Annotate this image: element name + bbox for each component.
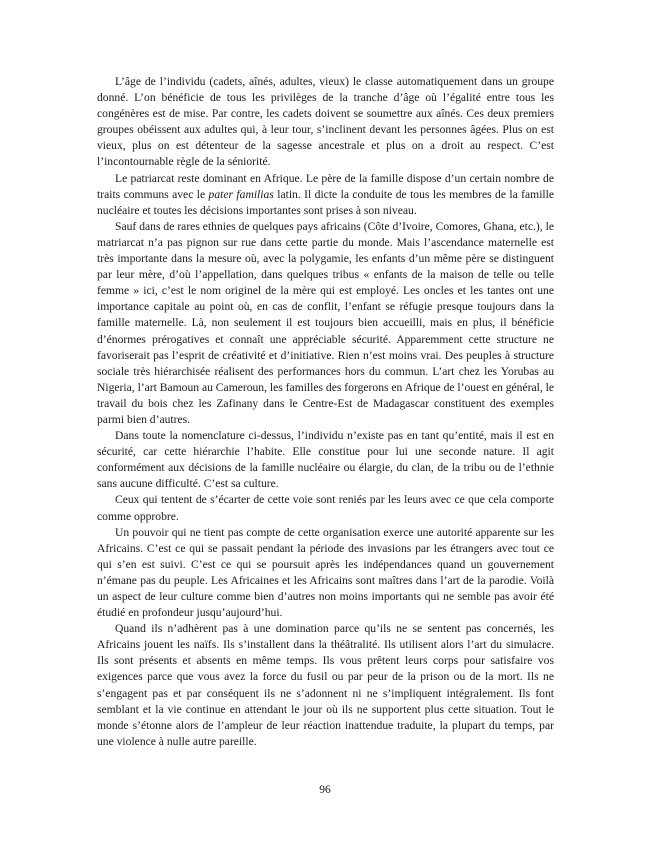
- body-text: [97, 74, 554, 750]
- paragraph-simulacrum: Quand ils n’adhèrent pas à une domination parce qu’ils ne se sentent pas concernés, les Africains jouent les naïfs. Ils s’installent dans la théâtralité. Ils utilisent alors l’art du simulacre. Ils sont présents et absents en même temps. Ils vous prêtent leurs corps pour satisfaire vos exigences parce que vous avez la force du fusil ou par peur de la prison ou de la mort. Ils ne s’engagent pas et par conséquent ils ne s’adonnent ni ne s’impliquent intégralement. Ils font semblant et la vie continue en attendant le jour où ils ne supportent plus cette situation. Tout le monde s’étonne alors de l’ampleur de leur réaction inattendue traduite, la plupart du temps, par une violence à nulle autre pareille.: [97, 622, 554, 748]
- paragraph-deviation: Ceux qui tentent de s’écarter de cette voie sont reniés par les leurs avec ce que cela comporte comme opprobre.: [97, 493, 554, 523]
- paragraph-matriarchy: Sauf dans de rares ethnies de quelques pays africains (Côte d’Ivoire, Comores, Ghana, etc.), le matriarcat n’a pas pignon sur rue dans cette partie du monde. Mais l’ascendance maternelle est très importante dans la mesure où, avec la polygamie, les enfants d’un même père se distinguent par leur mère, d’où l’appellation, dans quelques tribus « enfants de la maison de telle ou telle femme » ici, c’est le nom originel de la mère qui est employé. Les oncles et les tantes ont une importance capitale au point où, en cas de conflit, l’enfant se réfugie presque toujours dans la famille maternelle. Là, non seulement il est toujours bien accueilli, mais en plus, il bénéficie d’énormes prérogatives et connaît une appréciable sécurité. Apparemment cette structure ne favoriserait pas l’esprit de créativité et d’initiative. Rien n’est moins vrai. Des peuples à structure sociale très hiérarchisée réalisent des performances hors du commun. L’art chez les Yorubas au Nigeria, l’art Bamoun au Cameroun, les familles des forgerons en Afrique de l’ouest en général, le travail du bois chez les Zafinany dans le Centre-Est de Madagascar constituent des exemples parmi bien d’autres.: [97, 219, 554, 426]
- paragraph-power: Un pouvoir qui ne tient pas compte de cette organisation exerce une autorité apparente sur les Africains. C’est ce qui se passait pendant la période des invasions par les étrangers avec tout ce qui s’en est suivi. C’est ce qui se poursuit après les indépendances quand un gouvernement n’émane pas du peuple. Les Africaines et les Africains sont maîtres dans l’art de la parodie. Voilà un aspect de leur culture comme bien d’autres non moins importants qui ne semble pas avoir été étudié en profondeur jusqu’aujourd’hui.: [97, 525, 554, 620]
- paragraph-patriarchy: [97, 171, 554, 219]
- pater-familias-term: pater familias: [208, 187, 274, 201]
- paragraph-nomenclature: Dans toute la nomenclature ci-dessus, l’individu n’existe pas en tant qu’entité, mais il est en sécurité, car cette hiérarchie l’habite. Elle constitue pour lui une seconde nature. Il agit conformément aux décisions de la famille nucléaire ou élargie, du clan, de la tribu ou de l’ethnie sans aucune difficulté. C’est sa culture.: [97, 429, 554, 491]
- page-number: 96: [319, 784, 331, 796]
- paragraph-seniority: L’âge de l’individu (cadets, aînés, adultes, vieux) le classe automatiquement dans un groupe donné. L’on bénéficie de tous les privilèges de la tranche d’âge où l’égalité entre tous les congénères est de mise. Par contre, les cadets doivent se soumettre aux aînés. Ces deux premiers groupes obéissent aux adultes qui, à leur tour, s’inclinent devant les personnes âgées. Plus on est vieux, plus on est détenteur de la sagesse ancestrale et plus on a droit au respect. C’est l’incontournable règle de la séniorité.: [97, 75, 554, 169]
- paragraph-patriarchy-part-1: Le patriarcat reste dominant en Afrique. Le père de la famille dispose d’un certain nombre de traits communs avec le: [97, 171, 554, 201]
- paragraph-patriarchy-part-2: latin. Il dicte la conduite de tous les membres de la famille nucléaire et toutes les décisions importantes sont prises à son niveau.: [97, 187, 555, 217]
